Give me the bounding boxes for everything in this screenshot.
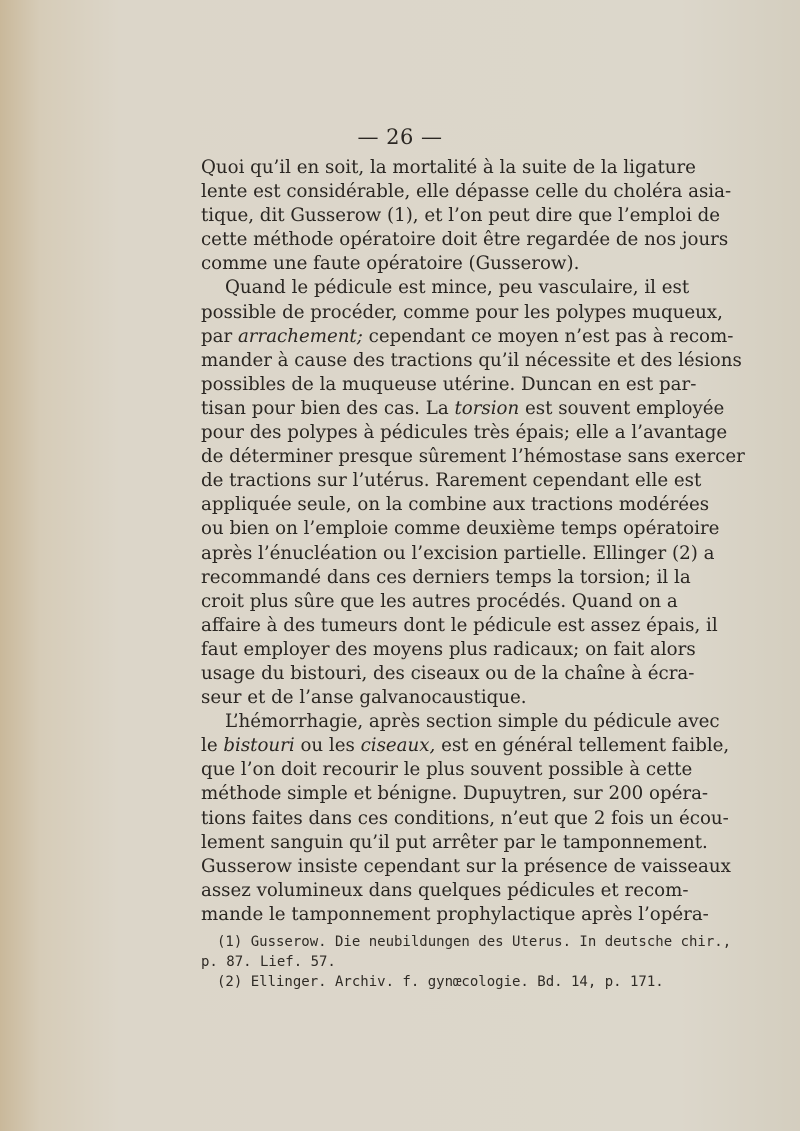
footnotes bbox=[201, 932, 732, 992]
footnote: p. 87. Lief. 57. bbox=[201, 954, 336, 970]
text-line: affaire à des tumeurs dont le pédicule est assez épais, il bbox=[201, 614, 718, 636]
text-line: Quand le pédicule est mince, peu vasculaire, il est bbox=[225, 277, 690, 299]
text-line: faut employer des moyens plus radicaux; on fait alors bbox=[201, 638, 696, 660]
italic-term: ciseaux, bbox=[360, 735, 436, 757]
text-line: seur et de l’anse galvanocaustique. bbox=[201, 687, 527, 709]
italic-term: arrachement; bbox=[237, 325, 363, 347]
text-line: tions faites dans ces conditions, n’eut que 2 fois un écou- bbox=[201, 807, 729, 829]
text-run: par bbox=[201, 325, 238, 347]
text-line: appliquée seule, on la combine aux tractions modérées bbox=[201, 494, 710, 516]
page-number: — 26 — bbox=[357, 125, 443, 149]
text-line: mander à cause des tractions qu’il nécessite et des lésions bbox=[201, 349, 742, 371]
text-line: Gusserow insiste cependant sur la présence de vaisseaux bbox=[201, 855, 731, 877]
text-line bbox=[201, 734, 730, 758]
text-line: Quoi qu’il en soit, la mortalité à la suite de la ligature bbox=[201, 157, 696, 178]
text-run: est en général tellement faible, bbox=[435, 735, 730, 757]
text-line: pour des polypes à pédicules très épais; elle a l’avantage bbox=[201, 422, 728, 444]
text-line: lente est considérable, elle dépasse celle du choléra asia- bbox=[201, 181, 732, 203]
text-line bbox=[201, 397, 725, 421]
text-run: ou les bbox=[294, 735, 361, 757]
text-line: croit plus sûre que les autres procédés. Quand on a bbox=[201, 590, 678, 612]
footnote: (2) Ellinger. Archiv. f. gynœcologie. Bd. 14, p. 171. bbox=[217, 974, 664, 990]
text-run: est souvent employée bbox=[519, 397, 725, 419]
text-line: L’hémorrhagie, après section simple du pédicule avec bbox=[225, 711, 720, 733]
text-line: usage du bistouri, des ciseaux ou de la chaîne à écra- bbox=[201, 662, 695, 684]
text-line: après l’énucléation ou l’excision partielle. Ellinger (2) a bbox=[201, 542, 715, 564]
text-line: assez volumineux dans quelques pédicules et recom- bbox=[201, 879, 689, 901]
text-run: le bbox=[201, 735, 224, 757]
text-line: de déterminer presque sûrement l’hémostase sans exercer bbox=[201, 446, 745, 468]
text-line: mande le tamponnement prophylactique après l’opéra- bbox=[201, 903, 709, 925]
text-line: lement sanguin qu’il put arrêter par le tamponnement. bbox=[201, 831, 708, 853]
text-line bbox=[201, 325, 734, 349]
footnote: (1) Gusserow. Die neubildungen des Uterus. In deutsche chir., bbox=[217, 934, 732, 950]
text-line: recommandé dans ces derniers temps la torsion; il la bbox=[201, 566, 691, 588]
text-line: que l’on doit recourir le plus souvent possible à cette bbox=[201, 759, 693, 781]
text-line: possibles de la muqueuse utérine. Duncan en est par- bbox=[201, 373, 697, 395]
body-text bbox=[201, 156, 745, 927]
text-line: possible de procéder, comme pour les polypes muqueux, bbox=[201, 301, 723, 323]
text-line: de tractions sur l’utérus. Rarement cependant elle est bbox=[201, 470, 702, 492]
text-line: méthode simple et bénigne. Dupuytren, sur 200 opéra- bbox=[201, 783, 709, 805]
italic-term: bistouri bbox=[223, 735, 295, 757]
text-run: cependant ce moyen n’est pas à recom- bbox=[362, 325, 734, 347]
text-line: tique, dit Gusserow (1), et l’on peut dire que l’emploi de bbox=[201, 205, 721, 227]
italic-term: torsion bbox=[454, 397, 520, 419]
text-run: tisan pour bien des cas. La bbox=[201, 397, 455, 419]
text-line: cette méthode opératoire doit être regardée de nos jours bbox=[201, 229, 729, 251]
text-line: ou bien on l’emploie comme deuxième temps opératoire bbox=[201, 518, 720, 540]
text-line: comme une faute opératoire (Gusserow). bbox=[201, 253, 580, 275]
